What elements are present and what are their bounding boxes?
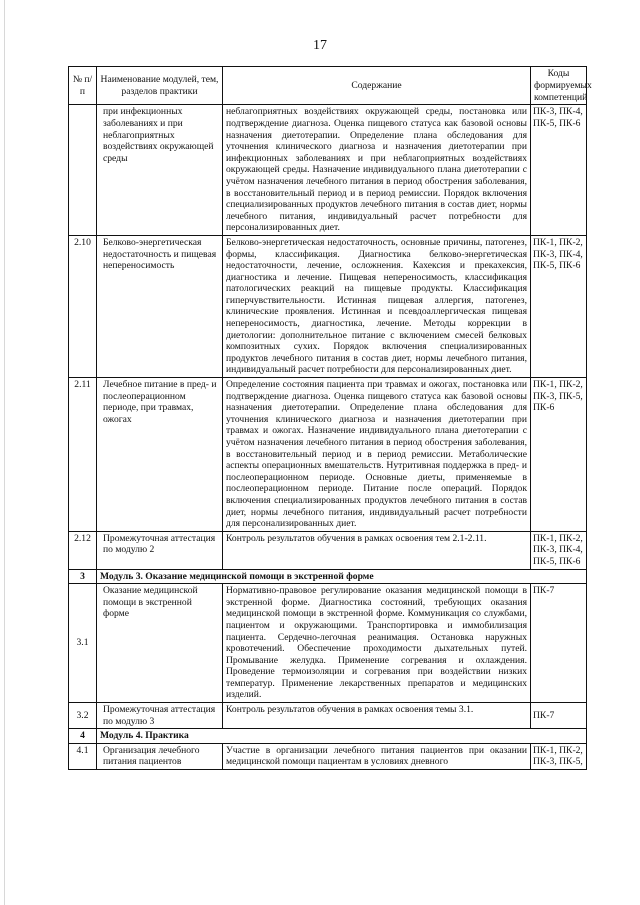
row-codes: ПК-7 [531,584,587,703]
row-content: Контроль результатов обучения в рамках освоения тем 2.1-2.11. [223,531,531,569]
header-name: Наименование модулей, тем, разделов практики [97,67,223,105]
row-codes: ПК-3, ПК-4, ПК-5, ПК-6 [531,105,587,236]
row-codes: ПК-7 [531,703,587,729]
row-content: Определение состояния пациента при травмах и ожогах, постановка или подтверждение диагноза. Оценка пищевого статуса как базовой основы назначения диетотерапии. Определение плана обследования для уточнения клинического диагноза и назначения диетотерапии при травмах и ожогах. Назначение индивидуального плана диетотерапии с учётом назначения лечебного питания в период обострения заболевания, в восстановительный период и в период ремиссии. Метаболические аспекты операционных вмешательств. Нутритивная поддержка в пред- и послеоперационном периоде. Основные диеты, применяемые в послеоперационном периоде. Питание после операций. Порядок включения специализированных продуктов лечебного питания в состав диет, нормы лечебного питания, индивидуальный расчет потребности для персонализированных диет. [223,378,531,532]
table-row [69,105,587,236]
scan-edge-line [4,0,5,905]
row-num: 2.12 [69,531,97,569]
row-content: Нормативно-правовое регулирование оказания медицинской помощи в экстренной форме. Диагностика состояний, требующих оказания медицинской помощи в экстренной форме. Коммуникация со службами, пациентом и окружающими. Транспортировка и иммобилизация пациента. Сердечно-легочная реанимация. Остановка наружных кровотечений. Обеспечение проходимости дыхательных путей. Промывание желудка. Применение согревания и охлаждения. Проведение термоизоляции и согревания при воздействии низких температур. Применение лекарственных препаратов и медицинских изделий. [223,584,531,703]
table-row [69,584,587,703]
module-title: Модуль 4. Практика [97,729,587,744]
table-row [69,235,587,377]
header-num: № п/п [69,67,97,105]
module-4-row [69,729,587,744]
table-row [69,531,587,569]
row-content: неблагоприятных воздействиях окружающей среды, постановка или подтверждение диагноза. Оценка пищевого статуса как базовой основы назначения диетотерапии. Определение плана обследования для уточнения клинического диагноза и назначения диетотерапии при инфекционных заболеваниях и при неблагоприятных воздействиях окружающей среды. Назначение индивидуального плана диетотерапии с учётом назначения лечебного питания в период обострения заболевания, в восстановительный период и в период ремиссии. Порядок включения специализированных продуктов лечебного питания в состав диет, нормы лечебного питания, индивидуальный расчет потребности для персонализированных диет. [223,105,531,236]
module-3-row [69,569,587,584]
row-name: при инфекционных заболеваниях и при неблагоприятных воздействиях окружающей среды [97,105,223,236]
header-content: Содержание [223,67,531,105]
row-num: 4.1 [69,743,97,769]
row-num: 3.2 [69,703,97,729]
row-codes: ПК-1, ПК-2, ПК-3, ПК-5, [531,743,587,769]
row-codes: ПК-1, ПК-2, ПК-3, ПК-4, ПК-5, ПК-6 [531,235,587,377]
module-num: 4 [69,729,97,744]
table-row [69,703,587,729]
row-content: Контроль результатов обучения в рамках освоения темы 3.1. [223,703,531,729]
row-num: 2.10 [69,235,97,377]
header-codes: Коды формируемых компетенций [531,67,587,105]
table-header-row [69,67,587,105]
row-num [69,105,97,236]
row-codes: ПК-1, ПК-2, ПК-3, ПК-5, ПК-6 [531,378,587,532]
module-title: Модуль 3. Оказание медицинской помощи в экстренной форме [97,569,587,584]
row-content: Участие в организации лечебного питания пациентов при оказании медицинской помощи пациентам в условиях дневного [223,743,531,769]
row-content: Белково-энергетическая недостаточность, основные причины, патогенез, формы, классификация. Диагностика белково-энергетическая недостаточности, лечение, осложнения. Кахексия и прекахексия, диагностика и лечение. Пищевая непереносимость, классификация патологических реакций на пищевые продукты. Классификация гиперчувствительности. Истинная пищевая аллергия, патогенез, клинические проявления. Истинная и псевдоаллергическая пищевая непереносимость, диагностика, лечение. Методы коррекции в диетологии: дополнительное питание с включением смесей белковых композитных сухих. Порядок включения специализированных продуктов лечебного питания в состав диет, нормы лечебного питания, индивидуальный расчет потребности для персонализированных диет. [223,235,531,377]
row-num: 3.1 [69,584,97,703]
page-number: 17 [313,38,327,53]
row-name: Оказание медицинской помощи в экстренной форме [97,584,223,703]
row-name: Лечебное питание в пред- и послеоперационном периоде, при травмах, ожогах [97,378,223,532]
row-name: Промежуточная аттестация по модулю 2 [97,531,223,569]
module-num: 3 [69,569,97,584]
curriculum-table [68,66,592,770]
row-num: 2.11 [69,378,97,532]
row-name: Белково-энергетическая недостаточность и пищевая непереносимость [97,235,223,377]
row-name: Организация лечебного питания пациентов [97,743,223,769]
row-name: Промежуточная аттестация по модулю 3 [97,703,223,729]
table-row [69,743,587,769]
table-row [69,378,587,532]
row-codes: ПК-1, ПК-2, ПК-3, ПК-4, ПК-5, ПК-6 [531,531,587,569]
